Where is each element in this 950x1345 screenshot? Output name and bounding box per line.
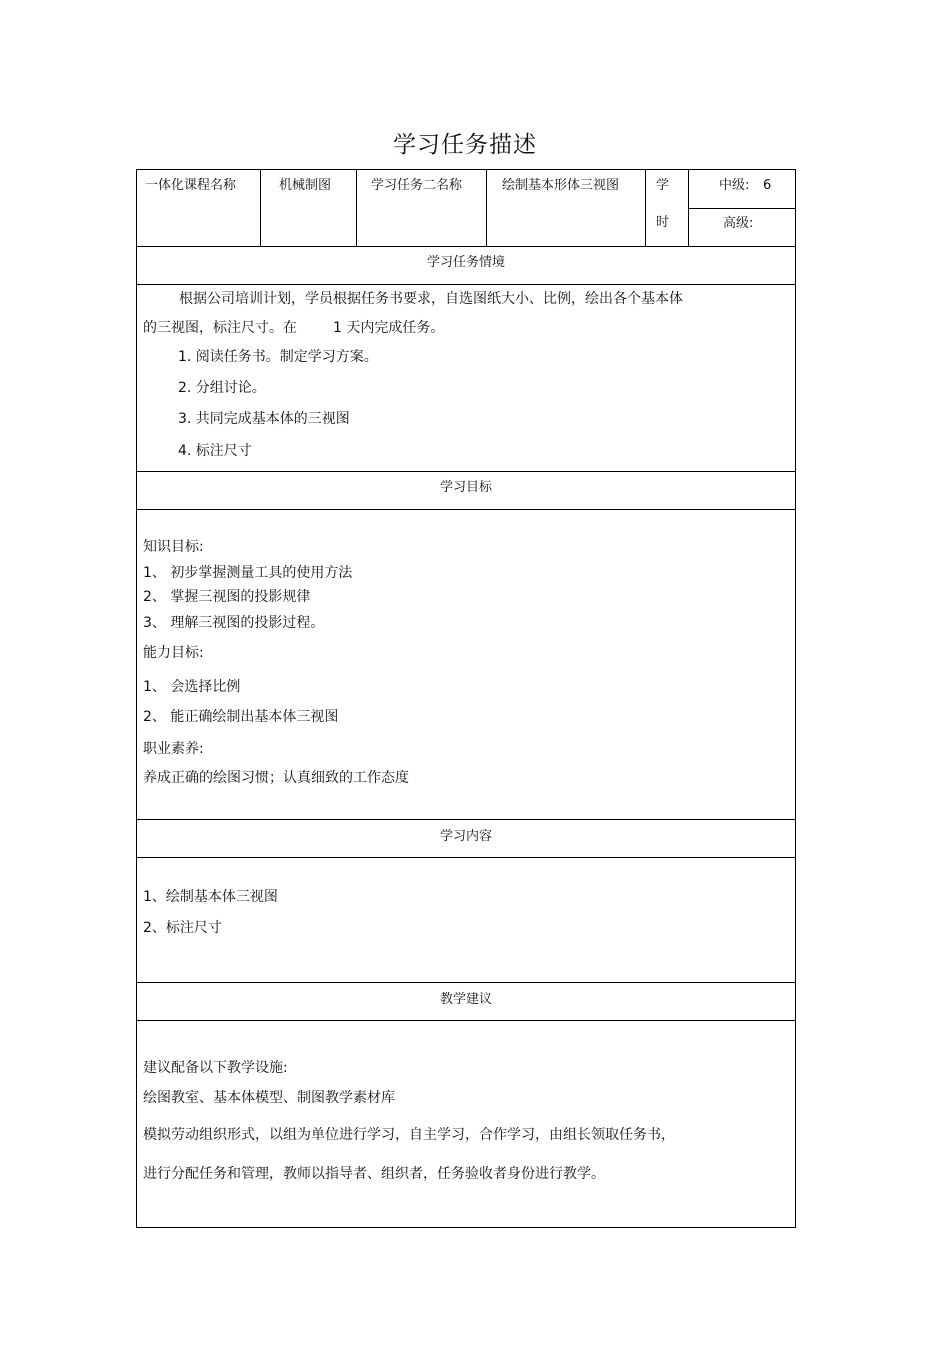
suggestions-heading: 教学建议 [439, 992, 492, 1007]
intermediate-value: 6 [763, 178, 772, 193]
knowledge-item: 3、 理解三视图的投影过程。 [143, 615, 325, 631]
course-name-value: 机械制图 [279, 178, 332, 193]
suggestion-line: 建议配备以下教学设施: [143, 1060, 288, 1076]
intermediate-label: 中级: [719, 178, 750, 193]
row-divider [137, 471, 795, 472]
header-divider [356, 170, 357, 246]
situation-item: 4. 标注尺寸 [178, 443, 252, 459]
situation-item: 2. 分组讨论。 [178, 380, 266, 396]
row-divider [137, 1020, 795, 1021]
quality-title: 职业素养: [143, 741, 204, 757]
situation-item: 1. 阅读任务书。制定学习方案。 [178, 349, 378, 365]
knowledge-title: 知识目标: [143, 539, 204, 555]
situation-paragraph-line2b: 1 天内完成任务。 [333, 320, 445, 336]
situation-paragraph-line2a: 的三视图，标注尺寸。在 [143, 320, 297, 336]
row-divider [137, 284, 795, 285]
advanced-label: 高级: [723, 216, 754, 231]
hours-divider [688, 208, 795, 209]
header-divider [260, 170, 261, 246]
ability-item: 2、 能正确绘制出基本体三视图 [143, 709, 339, 725]
knowledge-item: 2、 掌握三视图的投影规律 [143, 589, 311, 605]
row-divider [137, 819, 795, 820]
hours-label-top: 学 [656, 178, 670, 193]
situation-item: 3. 共同完成基本体的三视图 [178, 411, 350, 427]
task-description-table [136, 169, 796, 1228]
header-divider [645, 170, 646, 246]
suggestion-line: 进行分配任务和管理，教师以指导者、组织者，任务验收者身份进行教学。 [143, 1166, 605, 1182]
situation-heading: 学习任务情境 [426, 255, 505, 270]
content-item: 2、标注尺寸 [143, 920, 222, 936]
task-name-label: 学习任务二名称 [371, 178, 463, 193]
knowledge-item: 1、 初步掌握测量工具的使用方法 [143, 565, 353, 581]
course-name-label: 一体化课程名称 [145, 178, 237, 193]
goals-heading: 学习目标 [439, 480, 492, 495]
quality-text: 养成正确的绘图习惯；认真细致的工作态度 [143, 770, 409, 786]
ability-title: 能力目标: [143, 645, 204, 661]
content-heading: 学习内容 [439, 829, 492, 844]
row-divider [137, 982, 795, 983]
header-divider [486, 170, 487, 246]
row-divider [137, 509, 795, 510]
hours-label-bottom: 时 [656, 215, 670, 230]
suggestion-line: 绘图教室、基本体模型、制图教学素材库 [143, 1090, 395, 1106]
suggestion-line: 模拟劳动组织形式，以组为单位进行学习，自主学习，合作学习，由组长领取任务书， [143, 1127, 675, 1143]
task-name-value: 绘制基本形体三视图 [502, 178, 620, 193]
situation-paragraph-line1: 根据公司培训计划，学员根据任务书要求，自选图纸大小、比例，绘出各个基本体 [179, 291, 683, 307]
ability-item: 1、 会选择比例 [143, 679, 241, 695]
row-divider [137, 246, 795, 247]
row-divider [137, 857, 795, 858]
content-item: 1、绘制基本体三视图 [143, 889, 278, 905]
page-title: 学习任务描述 [393, 132, 537, 158]
